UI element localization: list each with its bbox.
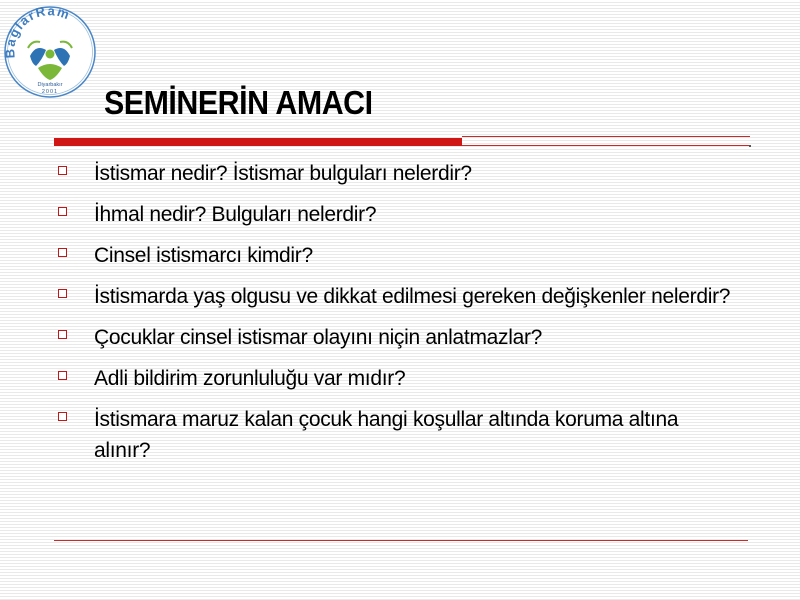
bullet-text: Adli bildirim zorunluluğu var mıdır? [94,367,406,390]
bullet-text: İstismara maruz kalan çocuk hangi koşullar altında koruma altına alınır? [94,408,679,462]
square-bullet-icon [58,207,67,216]
logo-arc-text: BağlarRam [2,4,73,59]
square-bullet-icon [58,371,67,380]
title-rule-end-tick [749,145,751,147]
title-rule-accent [54,138,462,146]
square-bullet-icon [58,412,67,421]
slide-title: SEMİNERİN AMACI [104,84,373,121]
square-bullet-icon [58,289,67,298]
bullet-item [58,363,758,394]
bullet-list [58,158,758,476]
square-bullet-icon [58,166,67,175]
bullet-item [58,404,758,466]
square-bullet-icon [58,330,67,339]
bullet-text: İstismar nedir? İstismar bulguları nelerdir? [94,162,472,185]
logo-city-text: Diyarbakır [37,82,63,88]
square-bullet-icon [58,248,67,257]
title-rule-thin-top [462,136,750,137]
logo-year-text: 2001 [41,89,59,95]
logo-emblem [2,4,98,100]
bullet-item [58,322,758,353]
bullet-text: İhmal nedir? Bulguları nelerdir? [94,203,377,226]
bullet-item [58,281,758,312]
bullet-text: Cinsel istismarcı kimdir? [94,244,313,267]
organization-logo [2,4,98,100]
bullet-text: Çocuklar cinsel istismar olayını niçin anlatmazlar? [94,326,543,349]
title-rule-thin-bottom [462,145,750,146]
bullet-item [58,199,758,230]
bullet-text: İstismarda yaş olgusu ve dikkat edilmesi gereken değişkenler nelerdir? [94,285,731,308]
bullet-item [58,158,758,189]
bullet-item [58,240,758,271]
footer-rule [54,540,748,541]
